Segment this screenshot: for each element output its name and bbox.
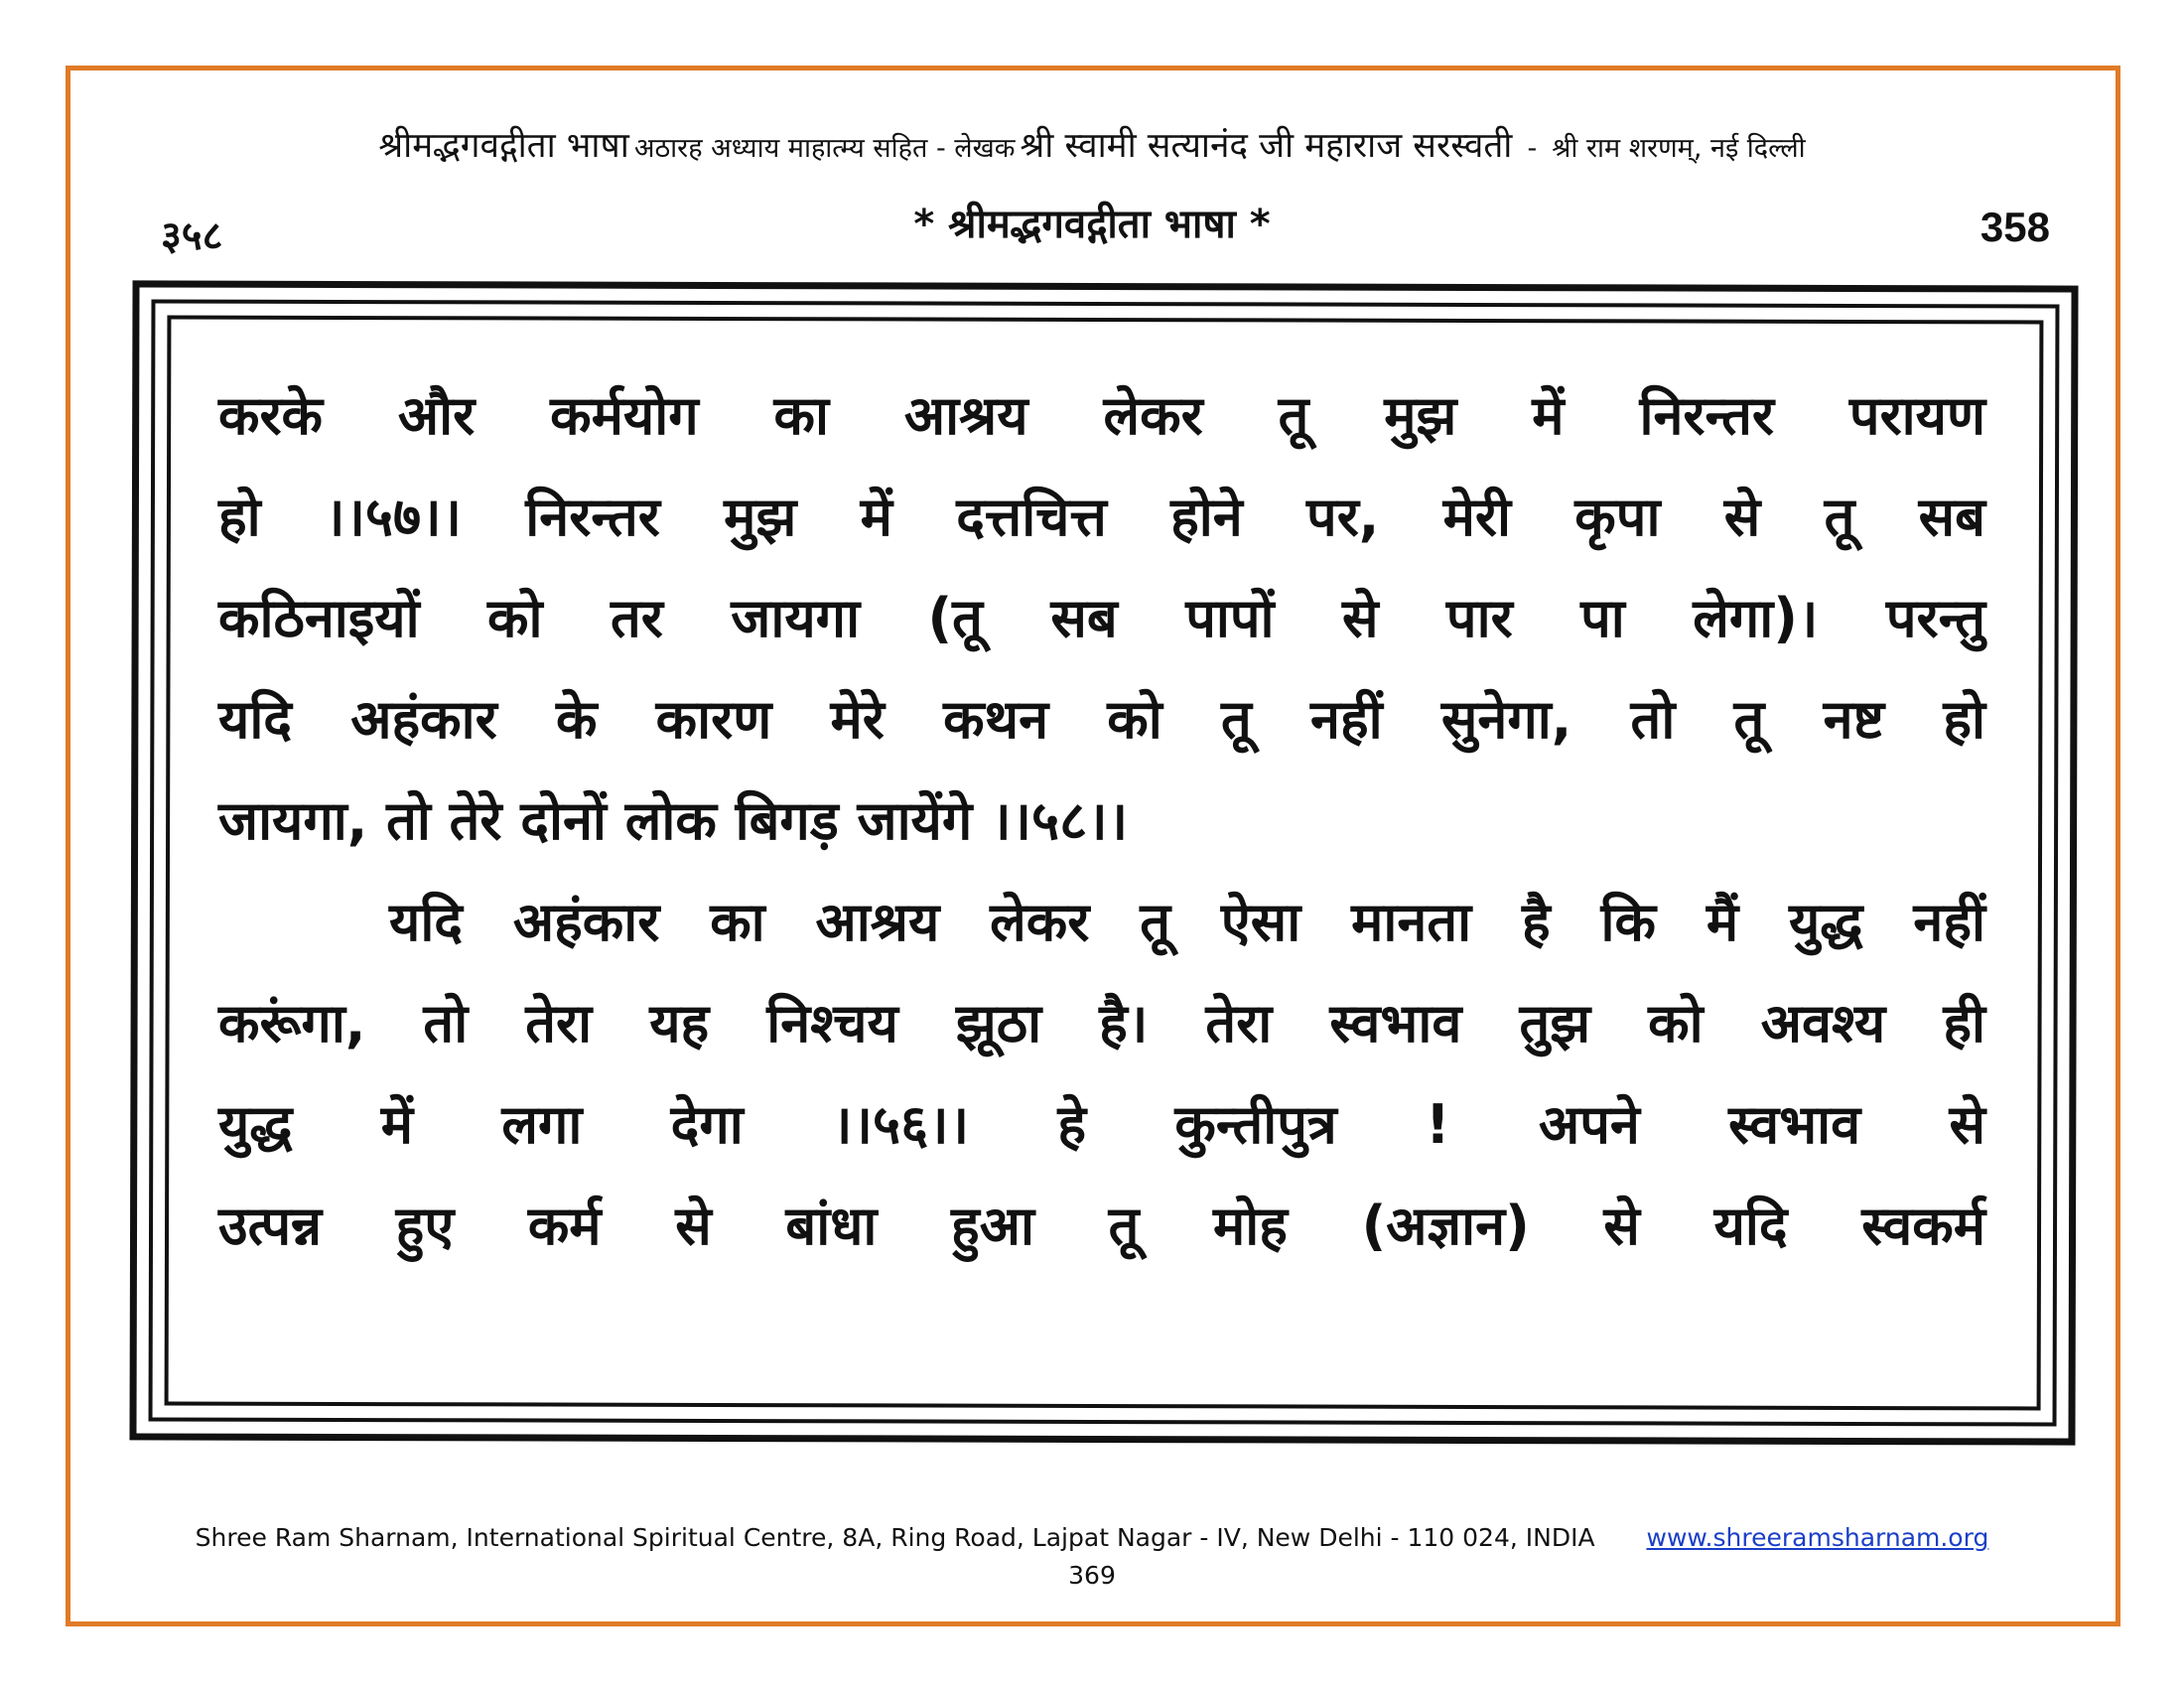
header-subtitle: अठारह अध्याय माहात्म्य सहित - लेखक [633,133,1016,164]
text-line: युद्ध में लगा देगा ।।५६।। हे कुन्तीपुत्र ! अपने स्वभाव से [218,1093,1985,1156]
page-number-devanagari: ३५८ [161,213,223,259]
document-header [0,121,2184,168]
text-line: जायगा, तो तेरे दोनों लोक बिगड़ जायेंगे ।।५८।। [218,789,1129,852]
text-line: कठिनाइयों को तर जायगा (तू सब पापों से पार पा लेगा)। परन्तु [218,587,1985,649]
text-line: उत्पन्न हुए कर्म से बांधा हुआ तू मोह (अज्ञान) से यदि स्वकर्म [218,1195,1985,1257]
text-line: हो ।।५७।। निरन्तर मुझ में दत्तचित्त होने पर, मेरी कृपा से तू सब [218,486,1985,548]
text-line: यदि अहंकार के कारण मेरे कथन को तू नहीं सुनेगा, तो तू नष्ट हो [218,688,1985,751]
footer [0,1523,2184,1552]
page-number: 358 [1979,204,2050,250]
website-link[interactable]: www.shreeramsharnam.org [1646,1523,1989,1552]
running-title: * श्रीमद्भगवद्गीता भाषा * [913,202,1271,247]
header-publisher: श्री राम शरणम्, नई दिल्ली [1552,133,1806,164]
footer-page-number: 369 [1068,1561,1116,1590]
scripture-text [218,365,1985,1277]
text-line: करूंगा, तो तेरा यह निश्चय झूठा है। तेरा स्वभाव तुझ को अवश्य ही [218,992,1985,1055]
header-author: श्री स्वामी सत्यानंद जी महाराज सरस्वती [1020,126,1513,166]
header-separator: - [1527,133,1538,164]
text-line: करके और कर्मयोग का आश्रय लेकर तू मुझ में निरन्तर परायण [218,384,1985,447]
header-title: श्रीमद्भगवद्गीता भाषा [378,126,629,166]
text-line: यदि अहंकार का आश्रय लेकर तू ऐसा मानता है कि मैं युद्ध नहीं [389,891,1985,953]
footer-address: Shree Ram Sharnam, International Spiritual Centre, 8A, Ring Road, Lajpat Nagar - IV, New Delhi - 110 024, INDIA [195,1523,1595,1552]
